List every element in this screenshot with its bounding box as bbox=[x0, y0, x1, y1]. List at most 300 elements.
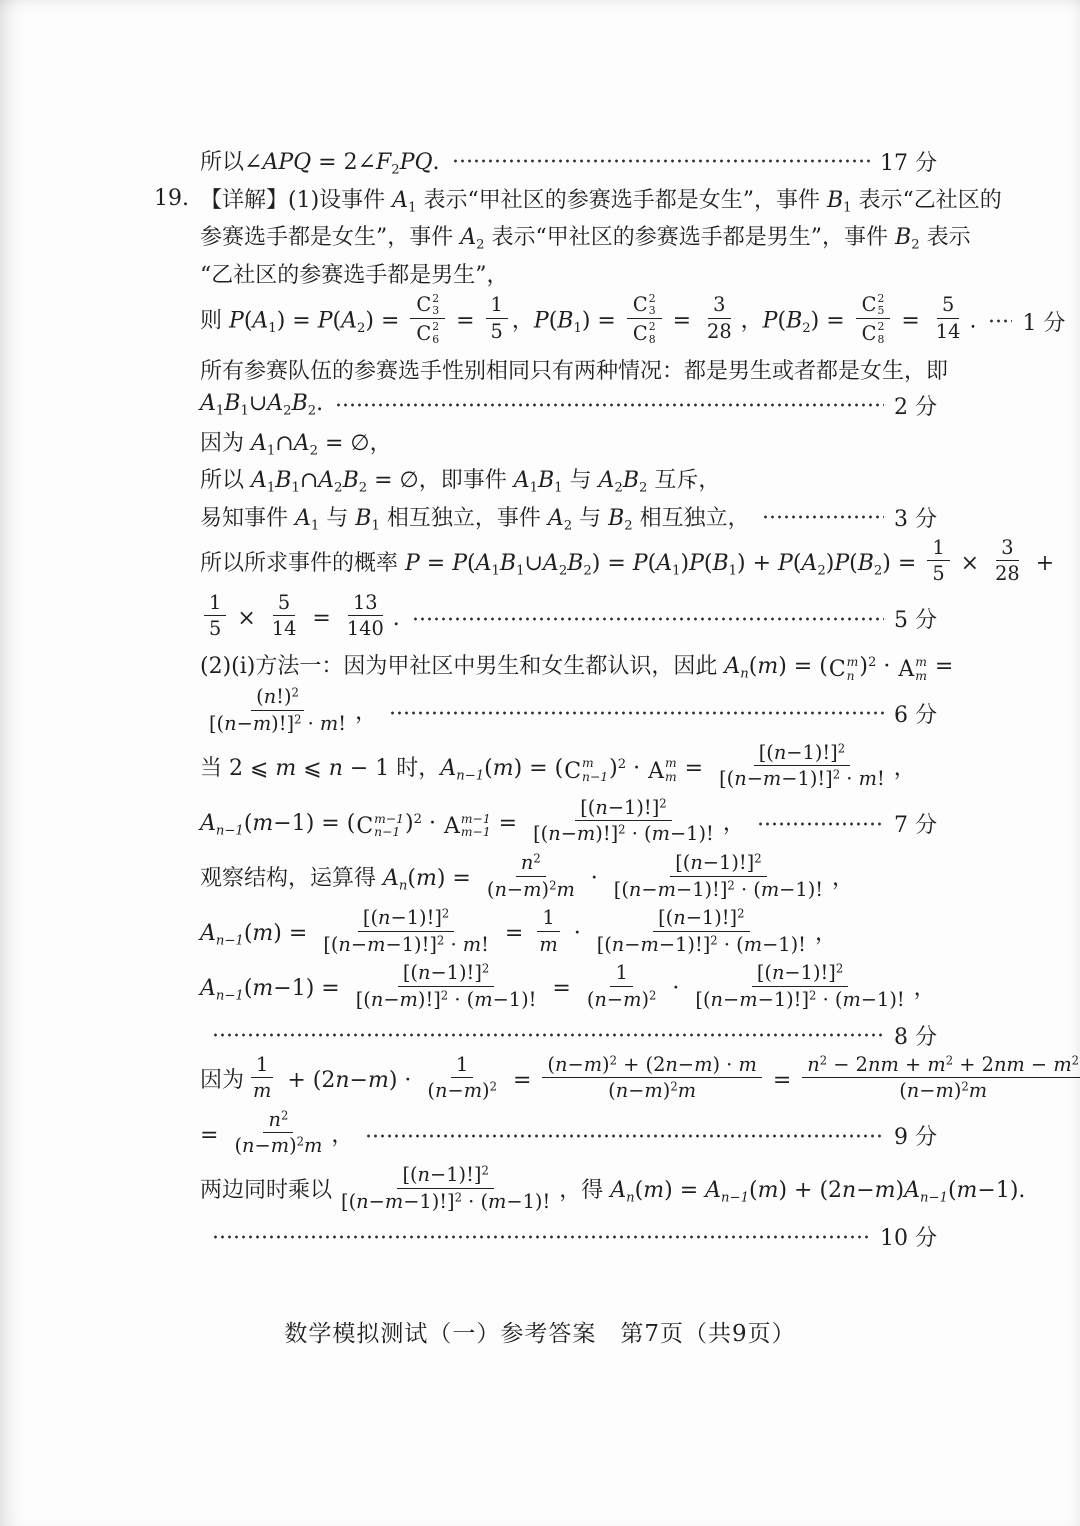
text-token: . bbox=[969, 308, 977, 334]
script-stack bbox=[862, 293, 885, 317]
superscript: 2 bbox=[432, 320, 440, 334]
text-token: [( bbox=[323, 932, 339, 956]
math-variable: m bbox=[640, 932, 659, 956]
math-variable: A bbox=[542, 550, 559, 576]
superscript: 2 bbox=[617, 756, 627, 772]
line-content bbox=[200, 1107, 354, 1161]
scripts bbox=[432, 293, 439, 317]
math-variable: B bbox=[537, 468, 555, 494]
math-variable: B bbox=[895, 225, 912, 251]
line-content bbox=[200, 685, 378, 738]
fraction bbox=[486, 293, 508, 343]
text-token: [( bbox=[341, 1189, 357, 1213]
text-token: = ∅，即事件 bbox=[367, 468, 514, 494]
text-token: [( bbox=[209, 711, 225, 735]
subscript: 2 bbox=[817, 563, 826, 579]
text-token: 140 bbox=[346, 617, 384, 641]
fraction bbox=[267, 591, 302, 641]
scripts bbox=[432, 321, 439, 345]
text-token: “乙社区的参赛选手都是男生”， bbox=[200, 262, 509, 288]
fraction bbox=[336, 1163, 555, 1213]
text-token: ( bbox=[407, 866, 416, 892]
solution-line bbox=[200, 906, 937, 959]
subscript: m bbox=[915, 668, 927, 683]
denominator bbox=[603, 1078, 701, 1103]
denominator bbox=[528, 821, 719, 846]
denominator bbox=[351, 987, 542, 1012]
superscript: 2 bbox=[754, 851, 762, 866]
math-variable: m bbox=[252, 810, 274, 836]
fraction bbox=[542, 1053, 761, 1103]
score-label: 5 分 bbox=[894, 608, 937, 634]
line-content bbox=[200, 501, 750, 534]
text-token: −1)! bbox=[506, 1189, 551, 1213]
base-symbol: C bbox=[632, 321, 648, 345]
math-variable: n bbox=[773, 740, 787, 764]
text-token: ) = bbox=[436, 866, 478, 892]
superscript: 2 bbox=[659, 796, 667, 811]
numerator bbox=[653, 906, 749, 932]
text-token: = 2∠ bbox=[311, 150, 377, 175]
numerator bbox=[251, 1053, 273, 1079]
fraction bbox=[351, 961, 542, 1011]
solution-line bbox=[200, 685, 937, 738]
dotted-leader bbox=[757, 821, 884, 827]
text-token: ∩ bbox=[299, 468, 319, 494]
text-token: ， bbox=[511, 308, 534, 334]
text-token: −1)!] bbox=[403, 1189, 455, 1213]
score-label: 9 分 bbox=[894, 1125, 937, 1151]
text-token: − bbox=[723, 987, 740, 1011]
math-variable: m bbox=[415, 866, 437, 892]
text-token: · bbox=[583, 866, 605, 892]
math-variable: n bbox=[242, 1134, 255, 1158]
text-token: − bbox=[350, 932, 368, 956]
base-symbol: C bbox=[861, 321, 877, 345]
text-token: ( bbox=[256, 685, 264, 709]
math-variable: A bbox=[341, 308, 357, 334]
math-variable: m bbox=[757, 654, 779, 679]
text-token: −1)!] bbox=[702, 850, 755, 874]
text-token: −1)!] bbox=[784, 961, 836, 985]
text-token: −1). bbox=[977, 1178, 1026, 1204]
math-variable: m bbox=[270, 1134, 290, 1158]
subscript: 1 bbox=[491, 563, 500, 579]
script-stack bbox=[898, 656, 927, 684]
numerator bbox=[575, 796, 671, 822]
text-token: ) bbox=[641, 987, 650, 1011]
superscript: 2 bbox=[432, 291, 440, 305]
math-variable: m bbox=[399, 987, 418, 1011]
solution-line bbox=[200, 535, 1055, 589]
numerator bbox=[856, 291, 891, 319]
math-variable: B bbox=[567, 550, 584, 576]
text-token: )!] bbox=[271, 711, 295, 735]
denominator bbox=[482, 877, 580, 902]
text-token: ， bbox=[722, 810, 745, 836]
line-content bbox=[200, 535, 1055, 589]
numerator bbox=[348, 591, 383, 617]
text-token: [( bbox=[362, 906, 379, 930]
subscript: 1 bbox=[529, 480, 538, 496]
math-variable: n bbox=[338, 932, 351, 956]
text-token: −1)! bbox=[762, 932, 806, 956]
text-token: 与 bbox=[572, 505, 609, 531]
math-variable: n bbox=[417, 961, 431, 985]
text-token: . bbox=[392, 605, 400, 631]
text-token: −1)!] bbox=[675, 877, 728, 901]
text-token: )!] bbox=[595, 822, 619, 846]
numerator bbox=[251, 685, 304, 711]
text-token: −1)!] bbox=[786, 740, 838, 764]
denominator bbox=[342, 616, 389, 641]
line-content bbox=[200, 1052, 1080, 1106]
superscript: m−1 bbox=[374, 811, 404, 826]
denominator bbox=[248, 1078, 276, 1103]
denominator bbox=[627, 319, 662, 346]
math-variable: n bbox=[268, 1107, 281, 1131]
subscript: 2 bbox=[614, 480, 623, 496]
text-token: −1)! bbox=[669, 822, 714, 846]
math-variable: P bbox=[533, 308, 549, 334]
text-token: = bbox=[665, 308, 699, 334]
numerator bbox=[410, 291, 445, 319]
superscript: 2 bbox=[835, 962, 844, 976]
text-token: · bbox=[566, 921, 588, 947]
denominator bbox=[990, 561, 1025, 586]
subscript: 3 bbox=[648, 303, 656, 317]
text-token: ) bbox=[680, 550, 690, 576]
text-token: 当 2 ⩽ bbox=[200, 755, 276, 781]
text-token: · ( bbox=[717, 932, 744, 956]
math-variable: A bbox=[547, 505, 564, 531]
fraction bbox=[690, 961, 909, 1011]
text-token: 1 bbox=[542, 906, 555, 930]
superscript: 2 bbox=[440, 988, 449, 1003]
text-token: 观察结构，运算得 bbox=[200, 866, 383, 892]
text-token: ! bbox=[338, 711, 347, 735]
math-variable: m bbox=[304, 1134, 323, 1158]
text-token: ( bbox=[484, 755, 493, 781]
text-token: ) bbox=[405, 810, 414, 836]
subscript: 2 bbox=[476, 237, 485, 253]
superscript: 2 bbox=[441, 906, 450, 921]
text-token: ) bbox=[609, 755, 618, 781]
text-token: × bbox=[230, 605, 263, 631]
text-token: ) bbox=[895, 1178, 905, 1204]
math-variable: m bbox=[760, 877, 780, 901]
fraction bbox=[990, 536, 1025, 586]
subscript: 6 bbox=[432, 332, 440, 346]
math-variable: m bbox=[252, 976, 274, 1002]
subscript: n bbox=[740, 666, 749, 682]
text-token: ( bbox=[427, 1079, 435, 1103]
text-token: . bbox=[316, 391, 324, 417]
text-token: [( bbox=[675, 850, 691, 874]
math-variable: P bbox=[405, 550, 420, 576]
superscript: 2 bbox=[710, 933, 718, 948]
text-token: 3 bbox=[713, 293, 726, 317]
text-token: − 2 bbox=[827, 1052, 868, 1076]
superscript: m bbox=[915, 654, 927, 669]
text-token: ， bbox=[893, 755, 916, 781]
base-symbol: A bbox=[898, 657, 915, 682]
math-variable: A bbox=[251, 468, 267, 494]
text-token: − bbox=[624, 932, 641, 956]
subscript: 2 bbox=[283, 404, 292, 420]
numerator bbox=[398, 961, 494, 987]
numerator bbox=[937, 293, 959, 319]
denominator bbox=[534, 932, 562, 957]
text-token: [( bbox=[402, 961, 418, 985]
text-token: ( bbox=[748, 1178, 758, 1204]
dotted-leader bbox=[389, 710, 884, 716]
text-token: 13 bbox=[352, 590, 378, 614]
math-variable: n bbox=[690, 850, 703, 874]
math-variable: n bbox=[548, 822, 561, 846]
subscript: 1 bbox=[268, 320, 277, 336]
dotted-leader bbox=[452, 158, 870, 164]
text-token: · ( bbox=[734, 877, 761, 901]
subscript: 1 bbox=[240, 404, 249, 420]
solution-line bbox=[200, 220, 971, 253]
score-label: 2 分 bbox=[894, 394, 937, 420]
numerator bbox=[754, 741, 850, 767]
text-token: ) = bbox=[591, 550, 633, 576]
fraction bbox=[927, 536, 949, 586]
math-variable: P bbox=[778, 550, 793, 576]
subscript: 2 bbox=[802, 320, 811, 336]
text-token: ( bbox=[899, 1079, 907, 1103]
subscript: m bbox=[665, 770, 677, 785]
fraction bbox=[802, 1053, 1080, 1103]
text-token: · bbox=[444, 932, 463, 956]
subscript: 8 bbox=[877, 332, 885, 346]
text-token: [( bbox=[613, 877, 629, 901]
subscript: 2 bbox=[357, 320, 366, 336]
math-variable: m bbox=[956, 1178, 978, 1204]
math-variable: A bbox=[656, 550, 673, 576]
text-token: 互斥， bbox=[647, 468, 721, 494]
denominator bbox=[486, 319, 508, 344]
superscript: m bbox=[846, 654, 859, 669]
superscript: 2 bbox=[549, 878, 557, 893]
text-token: −1)!] bbox=[385, 932, 437, 956]
line-content bbox=[200, 649, 953, 683]
math-variable: n bbox=[807, 1052, 820, 1076]
math-variable: A bbox=[383, 866, 399, 892]
math-variable: m bbox=[739, 987, 758, 1011]
text-token: = bbox=[894, 308, 927, 334]
text-token: 5 bbox=[277, 590, 291, 614]
math-variable: m bbox=[694, 1052, 713, 1076]
superscript: 2 bbox=[413, 811, 422, 827]
dotted-leader bbox=[212, 1032, 884, 1038]
text-token: = bbox=[491, 810, 525, 836]
text-token: ( bbox=[947, 1178, 957, 1204]
math-variable: m bbox=[463, 1079, 483, 1103]
math-variable: m bbox=[474, 987, 493, 1011]
math-variable: n bbox=[906, 1079, 920, 1103]
script-stack bbox=[633, 293, 656, 317]
text-token: − bbox=[606, 987, 624, 1011]
line-content bbox=[200, 906, 837, 959]
text-token: ， bbox=[331, 1122, 354, 1148]
text-token: − bbox=[383, 987, 400, 1011]
scripts bbox=[649, 321, 656, 345]
text-token: 28 bbox=[707, 319, 732, 343]
math-variable: m bbox=[743, 932, 763, 956]
denominator bbox=[336, 1189, 555, 1214]
math-variable: n bbox=[595, 795, 608, 819]
text-token: − bbox=[567, 1052, 584, 1076]
solution-line bbox=[200, 145, 937, 178]
text-token: ( bbox=[703, 550, 713, 576]
scripts bbox=[374, 813, 404, 841]
math-variable: m bbox=[842, 987, 861, 1011]
subscript: 1 bbox=[408, 200, 417, 216]
denominator bbox=[927, 561, 949, 586]
text-token: 【详解】(1)设事件 bbox=[200, 187, 393, 213]
math-variable: m bbox=[367, 932, 386, 956]
text-token: ( bbox=[234, 1134, 242, 1158]
superscript: 2 bbox=[609, 1053, 617, 1068]
superscript: 2 bbox=[961, 1079, 969, 1094]
text-token: −1) = bbox=[273, 976, 347, 1002]
subscript: n−1 bbox=[721, 1190, 749, 1206]
math-variable: n bbox=[771, 961, 785, 985]
subscript: 2 bbox=[639, 480, 648, 496]
fraction bbox=[422, 1053, 502, 1103]
fraction bbox=[931, 293, 966, 343]
math-variable: m bbox=[583, 1052, 603, 1076]
text-token: · bbox=[301, 711, 320, 735]
denominator bbox=[318, 932, 494, 957]
superscript: 2 bbox=[877, 320, 885, 334]
subscript: 1 bbox=[371, 518, 380, 534]
math-variable: A bbox=[392, 187, 409, 213]
math-variable: n bbox=[710, 987, 723, 1011]
math-variable: B bbox=[291, 391, 308, 417]
math-variable: m bbox=[556, 877, 575, 901]
math-variable: B bbox=[275, 468, 292, 494]
text-token: −1)!] bbox=[430, 961, 482, 985]
text-token: = bbox=[200, 1122, 226, 1148]
solution-line bbox=[200, 354, 949, 385]
denominator bbox=[609, 877, 828, 902]
script-stack bbox=[633, 321, 656, 345]
text-token: ( bbox=[243, 976, 253, 1002]
superscript: 2 bbox=[737, 906, 745, 921]
math-variable: n bbox=[628, 877, 642, 901]
math-variable: A bbox=[801, 550, 818, 576]
text-token: − bbox=[506, 877, 524, 901]
superscript: 2 bbox=[867, 654, 877, 670]
script-stack bbox=[416, 321, 439, 345]
text-token: · bbox=[665, 976, 687, 1002]
math-variable: A bbox=[598, 468, 615, 494]
text-token: ) bbox=[289, 1134, 297, 1158]
subscript: 1 bbox=[728, 563, 738, 579]
text-token: ) bbox=[859, 654, 868, 679]
text-token: 所以所求事件的概率 bbox=[200, 550, 405, 576]
superscript: m bbox=[582, 756, 594, 771]
math-variable: n bbox=[356, 1189, 369, 1213]
text-token: − bbox=[236, 711, 253, 735]
solution-line bbox=[200, 463, 937, 496]
subscript: 2 bbox=[334, 480, 343, 496]
text-token: ! bbox=[876, 767, 885, 791]
denominator bbox=[702, 319, 737, 344]
superscript: 2 bbox=[809, 988, 817, 1003]
line-content bbox=[200, 463, 720, 496]
superscript: 2 bbox=[1071, 1053, 1080, 1068]
subscript: 1 bbox=[554, 480, 563, 496]
base-symbol: A bbox=[443, 813, 460, 839]
text-token: · ( bbox=[625, 822, 652, 846]
text-token: −1)!] bbox=[430, 1163, 482, 1187]
math-variable: A bbox=[904, 1178, 920, 1204]
text-token: 1 bbox=[932, 535, 945, 559]
math-variable: B bbox=[557, 308, 574, 334]
line-content bbox=[200, 795, 745, 849]
math-variable: A bbox=[267, 391, 284, 417]
numerator bbox=[204, 591, 226, 617]
text-token: ( bbox=[467, 550, 476, 576]
math-variable: B bbox=[786, 308, 803, 334]
text-token: ( bbox=[547, 1052, 555, 1076]
superscript: 2 bbox=[533, 851, 541, 866]
math-variable: P bbox=[229, 308, 244, 334]
numerator bbox=[627, 291, 662, 319]
subscript: 8 bbox=[648, 332, 656, 346]
text-token: ) = bbox=[276, 308, 318, 334]
line-content bbox=[200, 1163, 1026, 1216]
math-variable: A bbox=[318, 468, 335, 494]
subscript: 1 bbox=[516, 563, 525, 579]
solution-line bbox=[200, 426, 937, 459]
text-token: [( bbox=[596, 932, 612, 956]
text-token: [( bbox=[719, 767, 735, 791]
text-token: ( bbox=[243, 308, 253, 334]
text-token: ( bbox=[243, 921, 253, 947]
subscript: n−1 bbox=[215, 989, 244, 1005]
text-token: 相互独立，事件 bbox=[379, 505, 548, 531]
line-content bbox=[200, 220, 971, 253]
numerator bbox=[358, 906, 454, 932]
text-token: −1)! bbox=[492, 987, 537, 1011]
solution-line bbox=[200, 501, 937, 534]
text-token: − bbox=[919, 1079, 936, 1103]
scripts bbox=[649, 293, 656, 317]
subscript: 1 bbox=[266, 443, 276, 459]
denominator bbox=[204, 616, 226, 641]
denominator bbox=[592, 932, 811, 957]
item-number: 19. bbox=[154, 186, 189, 212]
numerator bbox=[610, 961, 632, 987]
subscript: n bbox=[398, 878, 408, 894]
math-variable: m bbox=[738, 1052, 757, 1076]
math-variable: A bbox=[295, 505, 311, 531]
text-token: [( bbox=[658, 906, 674, 930]
text-token: ∪ bbox=[248, 391, 268, 417]
line-content bbox=[200, 354, 948, 385]
math-variable: n bbox=[370, 987, 384, 1011]
text-token: ) bbox=[825, 550, 835, 576]
math-variable: A bbox=[200, 921, 216, 947]
subscript: 2 bbox=[309, 443, 318, 459]
math-variable: m bbox=[644, 1079, 663, 1103]
